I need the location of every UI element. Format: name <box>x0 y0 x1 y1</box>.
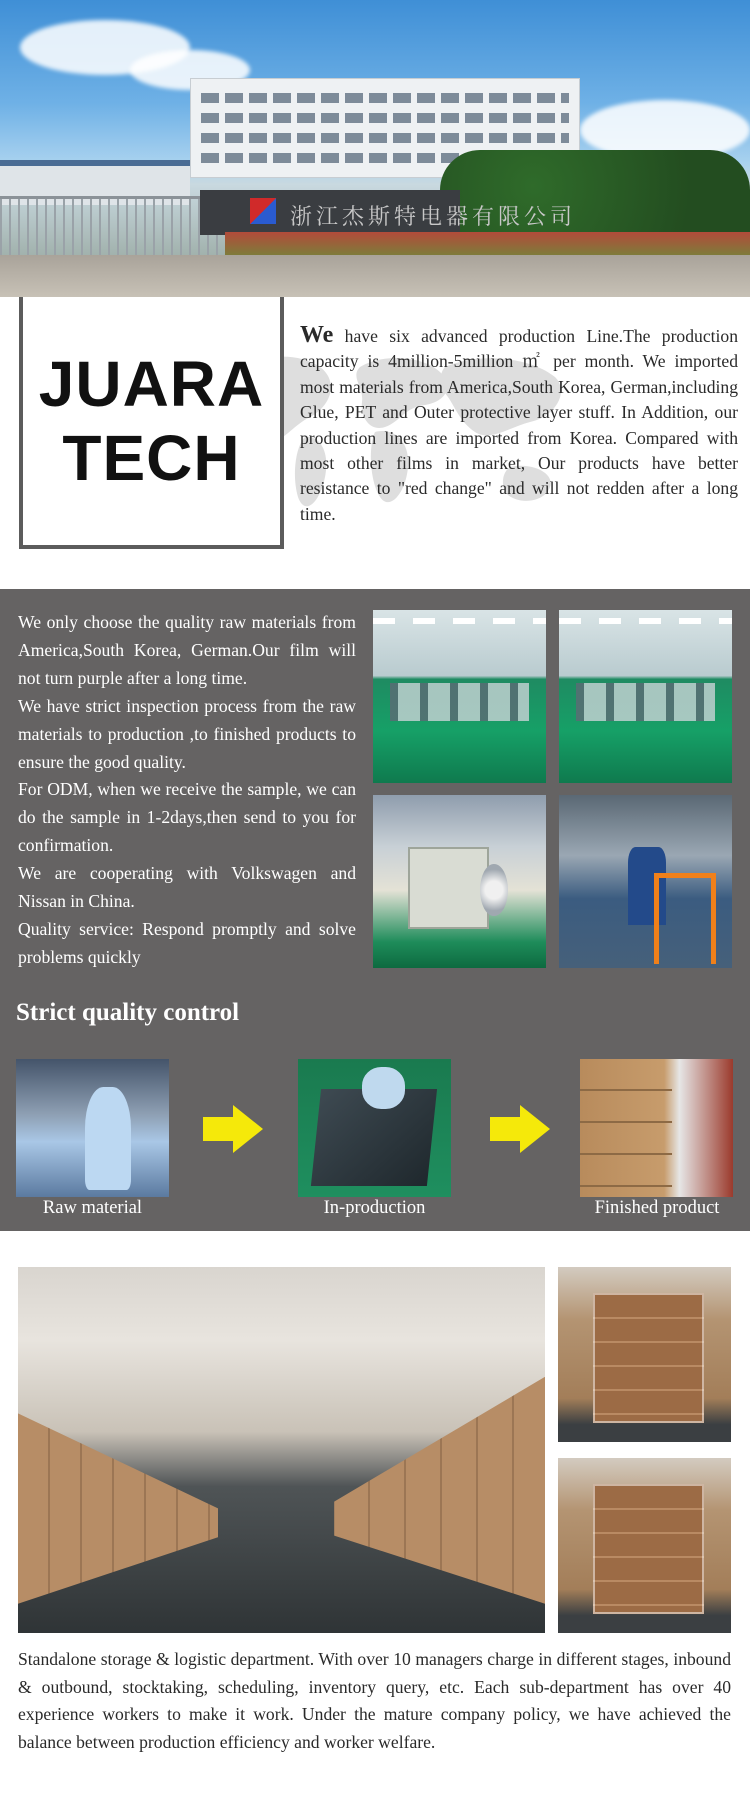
quality-paragraph: We only choose the quality raw materials from America,South Korea, German.Our film will not turn purple after a long time. <box>18 612 356 688</box>
warehouse-photo <box>18 1267 545 1633</box>
intro-section <box>0 297 750 589</box>
arrow-right-icon <box>203 1105 263 1153</box>
quality-text <box>18 609 356 972</box>
intro-paragraph <box>300 323 738 527</box>
quality-paragraph: We are cooperating with Volkswagen and Nissan in China. <box>18 863 356 912</box>
step-label-finished-product: Finished product <box>594 1198 720 1218</box>
pallet-photo-2 <box>558 1458 731 1633</box>
step-label-in-production: In-production <box>323 1198 426 1218</box>
intro-lead-word: We <box>300 322 334 348</box>
logo-line-2: TECH <box>62 422 241 494</box>
arrow-right-icon <box>490 1105 550 1153</box>
raw-material-photo <box>16 1059 169 1197</box>
quality-paragraph: Quality service: Respond promptly and solve problems quickly <box>18 918 356 967</box>
intro-body: have six advanced production Line.The production capacity is 4million-5million ㎡ per month. We imported most materials from America,South Korea, German,including Glue, PET and Outer protective layer stuff. In Addition, our production lines are imported from Korea. Compared with most other films in market, Our products have better resistance to "red change" and will not redden after a long time. <box>300 326 738 524</box>
logo-line-1: JUARA <box>38 348 265 420</box>
ground <box>0 255 750 297</box>
brand-logo-box <box>19 297 284 549</box>
pallet-photo-1 <box>558 1267 731 1442</box>
finished-product-photo <box>580 1059 733 1197</box>
workshop-photo-1 <box>373 610 546 783</box>
hero-factory-photo <box>0 0 750 297</box>
gate-fence <box>0 196 220 256</box>
coating-machine-photo <box>373 795 546 968</box>
slitting-machine-photo <box>559 795 732 968</box>
quality-paragraph: We have strict inspection process from the raw materials to production ,to finished products to ensure the good quality. <box>18 695 356 772</box>
quality-paragraph: For ODM, when we receive the sample, we can do the sample in 1-2days,then send to you for confirmation. <box>18 779 356 856</box>
step-label-raw-material: Raw material <box>42 1198 143 1218</box>
company-logo-mark <box>250 198 276 224</box>
in-production-photo <box>298 1059 451 1197</box>
storage-paragraph: Standalone storage & logistic department. With over 10 managers charge in different stages, inbound & outbound, stocktaking, scheduling, inventory query, etc. Each sub-department has over 40 experience workers to make it work. Under the mature company policy, we have achieved the balance between production efficiency and worker welfare. <box>18 1649 731 1753</box>
workshop-photo-2 <box>559 610 732 783</box>
wall-sign: 浙江杰斯特电器有限公司 <box>290 205 577 230</box>
quality-control-title: Strict quality control <box>16 999 240 1026</box>
